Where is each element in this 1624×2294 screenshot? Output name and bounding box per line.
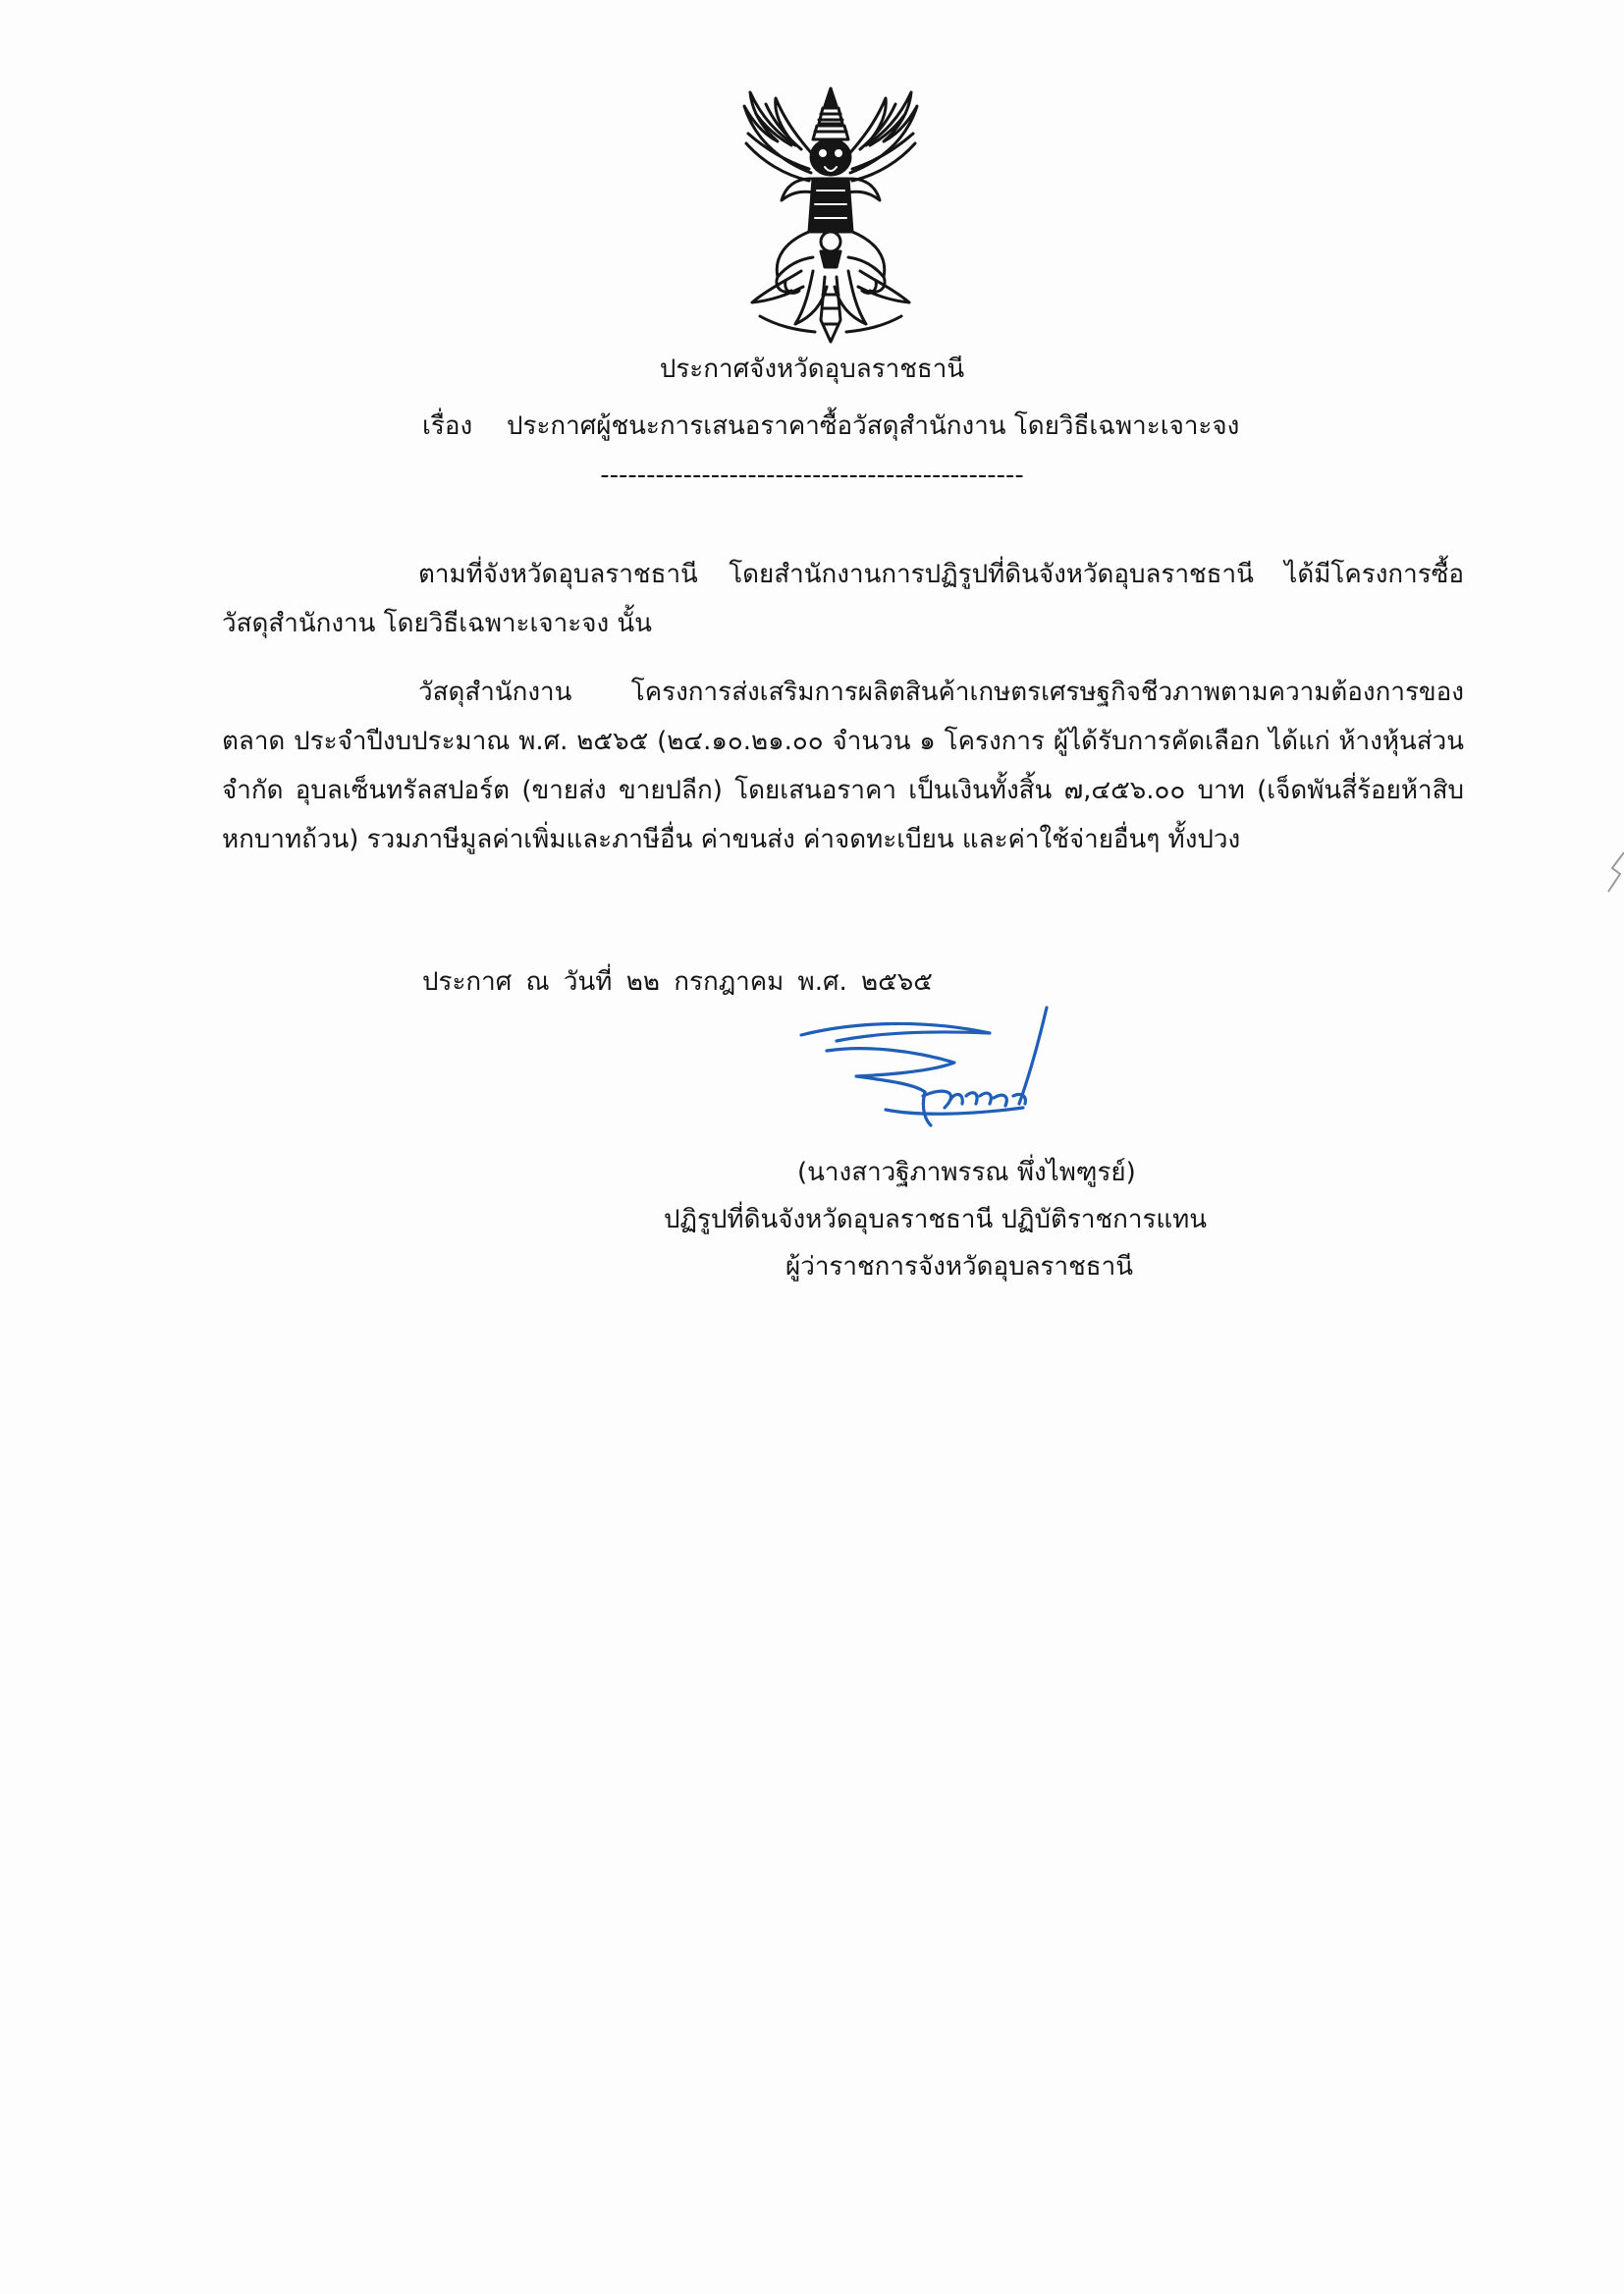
document-title: ประกาศจังหวัดอุบลราชธานี [659, 355, 965, 384]
garuda-emblem-icon [727, 84, 935, 352]
body-paragraph-2: วัสดุสำนักงาน โครงการส่งเสริมการผลิตสินค้าเกษตรเศรษฐกิจชีวภาพตามความต้องการของตลาด ประจำปีงบประมาณ พ.ศ. ๒๕๖๕ (๒๔.๑๐.๒๑.๐๐ จำนวน ๑ โครงการ ผู้ได้รับการคัดเลือก ได้แก่ ห้างหุ้นส่วนจำกัด อุบลเซ็นทรัลสปอร์ต (ขายส่ง ขายปลีก) โดยเสนอราคา เป็นเงินทั้งสิ้น ๗,๔๕๖.๐๐ บาท (เจ็ดพันสี่ร้อยห้าสิบหกบาทถ้วน) รวมภาษีมูลค่าเพิ่มและภาษีอื่น ค่าขนส่ง ค่าจดทะเบียน และค่าใช้จ่ายอื่นๆ ทั้งปวง [222, 678, 1465, 854]
announcement-date: ประกาศ ณ วันที่ ๒๒ กรกฎาคม พ.ศ. ๒๕๖๕ [422, 967, 933, 997]
subject-line [422, 409, 1239, 444]
signatory-position-line2: ผู้ว่าราชการจังหวัดอุบลราชธานี [785, 1252, 1134, 1282]
signatory-name: (นางสาวฐิภาพรรณ พึ่งไพฑูรย์) [797, 1158, 1136, 1187]
signatory-position-line1: ปฏิรูปที่ดินจังหวัดอุบลราชธานี ปฏิบัติราชการแทน [664, 1205, 1208, 1234]
subject-label: เรื่อง [422, 411, 473, 441]
handwritten-signature-icon [797, 1002, 1082, 1139]
paper-crease-mark [1600, 833, 1624, 911]
body-paragraph-1: ตามที่จังหวัดอุบลราชธานี โดยสำนักงานการปฏิรูปที่ดินจังหวัดอุบลราชธานี ได้มีโครงการซื้อวัสดุสำนักงาน โดยวิธีเฉพาะเจาะจง นั้น [222, 560, 1464, 638]
separator-line: ---------------------------------------------- [600, 461, 1024, 490]
subject-text: ประกาศผู้ชนะการเสนอราคาซื้อวัสดุสำนักงาน โดยวิธีเฉพาะเจาะจง [507, 411, 1240, 441]
